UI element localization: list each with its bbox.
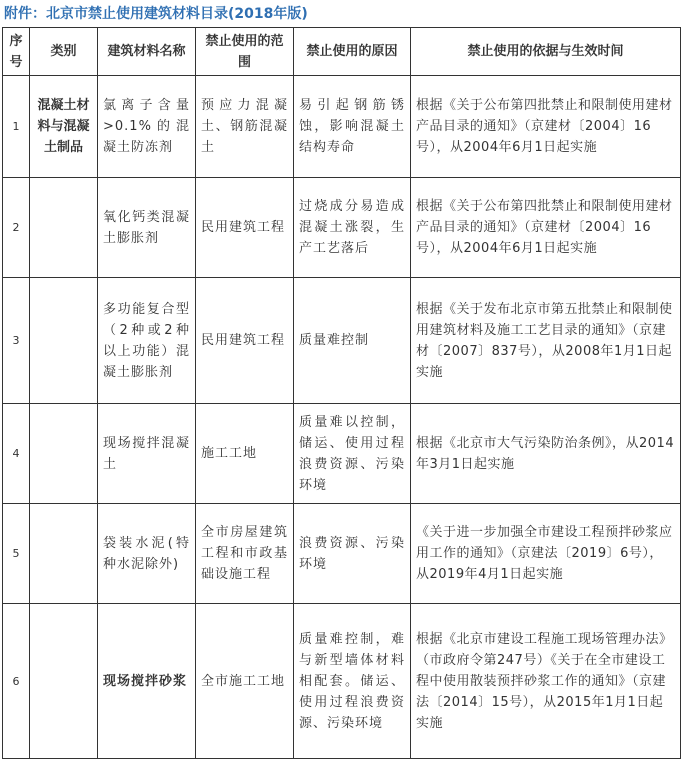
category-cell: 混凝土材料与混凝土制品 [30,76,98,178]
basis-cell: 根据《北京市建设工程施工现场管理办法》（市政府令第247号）《关于在全市建设工程中使用散装预拌砂浆工作的通知》（京建法〔2014〕15号），从2015年1月1日起实施 [411,604,681,759]
table-row [3,278,681,404]
basis-cell: 根据《关于发布北京市第五批禁止和限制使用建筑材料及施工工艺目录的通知》（京建材〔2007〕837号），从2008年1月1日起实施 [411,278,681,404]
banned-materials-table [2,27,681,759]
table-header-row [3,28,681,76]
reason-cell: 浪费资源、污染环境 [294,504,411,604]
basis-cell: 根据《北京市大气污染防治条例》，从2014年3月1日起实施 [411,404,681,504]
seq-cell: 1 [3,76,30,178]
material-cell: 现场搅拌混凝土 [98,404,196,504]
basis-cell: 根据《关于公布第四批禁止和限制使用建材产品目录的通知》（京建材〔2004〕16号），从2004年6月1日起实施 [411,178,681,278]
material-cell: 氯离子含量>0.1%的混凝土防冻剂 [98,76,196,178]
header-basis: 禁止使用的依据与生效时间 [411,28,681,76]
seq-cell: 2 [3,178,30,278]
seq-cell: 5 [3,504,30,604]
basis-cell: 《关于进一步加强全市建设工程预拌砂浆应用工作的通知》（京建法〔2019〕6号），从2019年4月1日起实施 [411,504,681,604]
header-material: 建筑材料名称 [98,28,196,76]
scope-cell: 施工工地 [196,404,294,504]
reason-cell: 易引起钢筋锈蚀，影响混凝土结构寿命 [294,76,411,178]
material-cell: 袋装水泥(特种水泥除外) [98,504,196,604]
category-cell [30,504,98,604]
scope-cell: 民用建筑工程 [196,278,294,404]
header-seq: 序号 [3,28,30,76]
scope-cell: 全市施工工地 [196,604,294,759]
material-cell: 现场搅拌砂浆 [98,604,196,759]
table-row [3,178,681,278]
table-row [3,76,681,178]
category-cell [30,404,98,504]
page-title: 附件：北京市禁止使用建筑材料目录(2018年版) [4,6,308,22]
table-row [3,604,681,759]
seq-cell: 3 [3,278,30,404]
category-cell [30,278,98,404]
scope-cell: 民用建筑工程 [196,178,294,278]
category-cell [30,178,98,278]
seq-cell: 4 [3,404,30,504]
basis-cell: 根据《关于公布第四批禁止和限制使用建材产品目录的通知》（京建材〔2004〕16号），从2004年6月1日起实施 [411,76,681,178]
reason-cell: 质量难控制 [294,278,411,404]
header-reason: 禁止使用的原因 [294,28,411,76]
category-cell [30,604,98,759]
table-row [3,504,681,604]
material-cell: 氧化钙类混凝土膨胀剂 [98,178,196,278]
table-row [3,404,681,504]
header-category: 类别 [30,28,98,76]
reason-cell: 质量难控制，难与新型墙体材料相配套。储运、使用过程浪费资源、污染环境 [294,604,411,759]
reason-cell: 过烧成分易造成混凝土涨裂，生产工艺落后 [294,178,411,278]
material-cell: 多功能复合型（2种或2种以上功能）混凝土膨胀剂 [98,278,196,404]
header-scope: 禁止使用的范围 [196,28,294,76]
scope-cell: 预应力混凝土、钢筋混凝土 [196,76,294,178]
seq-cell: 6 [3,604,30,759]
reason-cell: 质量难以控制，储运、使用过程浪费资源、污染环境 [294,404,411,504]
scope-cell: 全市房屋建筑工程和市政基础设施工程 [196,504,294,604]
